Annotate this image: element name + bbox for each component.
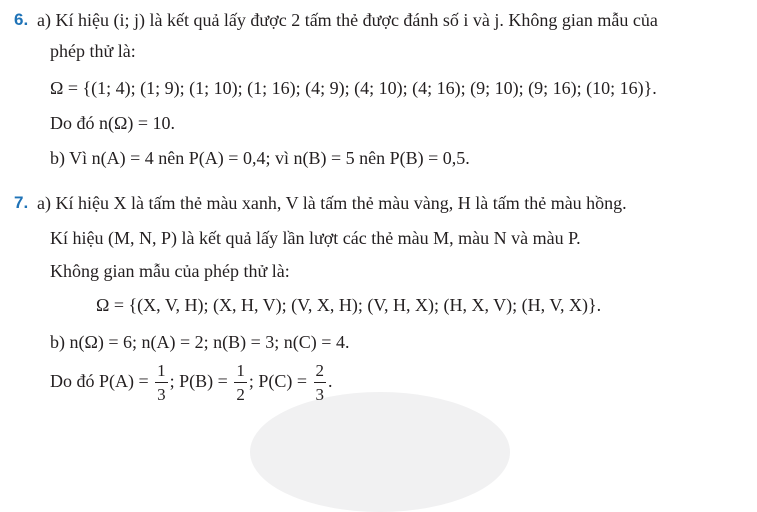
pc-denominator: 3 — [314, 382, 327, 403]
problem-6-line-1: a) Kí hiệu (i; j) là kết quả lấy được 2 tấm thẻ được đánh số i và j. Không gian mẫu của — [37, 10, 658, 30]
problem-7-line-1: a) Kí hiệu X là tấm thẻ màu xanh, V là tấm thẻ màu vàng, H là tấm thẻ màu hồng. — [37, 193, 627, 213]
problem-7-line-2: Kí hiệu (M, N, P) là kết quả lấy lần lượt các thẻ màu M, màu N và màu P. — [50, 228, 581, 248]
conclusion-mid-2: ; P(C) = — [248, 371, 307, 391]
problem-6-sample-space: Ω = {(1; 4); (1; 9); (1; 10); (1; 16); (4; 9); (4; 10); (4; 16); (9; 10); (9; 16); (10; 16)}. — [50, 78, 657, 98]
background-arc — [250, 392, 510, 512]
problem-7-line-3: Không gian mẫu của phép thử là: — [50, 261, 290, 281]
problem-7-part-b: b) n(Ω) = 6; n(A) = 2; n(B) = 3; n(C) = 4. — [50, 332, 350, 352]
pb-denominator: 2 — [234, 382, 247, 403]
fraction-pb — [234, 362, 247, 403]
problem-6-number: 6. — [14, 10, 29, 29]
pc-numerator: 2 — [315, 361, 324, 381]
problem-7-number: 7. — [14, 193, 29, 212]
pa-denominator: 3 — [155, 382, 168, 403]
problem-7-conclusion — [50, 358, 333, 404]
problem-6-part-b: b) Vì n(A) = 4 nên P(A) = 0,4; vì n(B) = 5 nên P(B) = 0,5. — [50, 148, 470, 168]
fraction-pc — [314, 362, 327, 403]
conclusion-mid-1: ; P(B) = — [169, 371, 228, 391]
fraction-pa — [155, 362, 168, 403]
conclusion-end: . — [328, 371, 333, 391]
problem-7-sample-space: Ω = {(X, V, H); (X, H, V); (V, X, H); (V, H, X); (H, X, V); (H, V, X)}. — [96, 295, 602, 315]
pa-numerator: 1 — [157, 361, 166, 381]
pb-numerator: 1 — [236, 361, 245, 381]
problem-6-line-2: phép thử là: — [50, 41, 136, 61]
conclusion-prefix: Do đó P(A) = — [50, 371, 149, 391]
problem-6-line-4: Do đó n(Ω) = 10. — [50, 113, 176, 133]
